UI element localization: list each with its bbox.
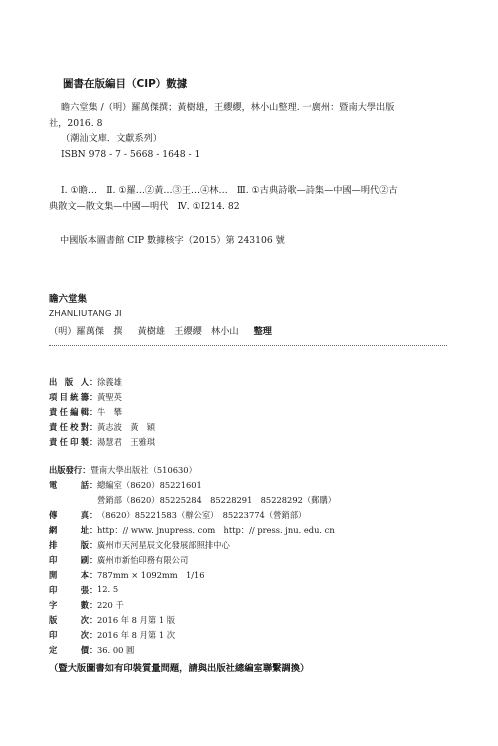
- publisher-label: 出版發行: [49, 465, 83, 475]
- cip-line: （潮汕文庫．文獻系列）: [61, 133, 163, 144]
- cip-line: 瞻六堂集 /（明）羅萬傑撰；黃樹雄，王纓纓，林小山整理. 一廣州：暨南大學出版: [61, 102, 395, 113]
- staff-row: 出 版 人 ： 徐義雄: [49, 377, 122, 387]
- staff-value: 黃聖英: [97, 392, 122, 402]
- detail-row: 印次 ： 2016 年 8 月第 1 次: [49, 630, 176, 640]
- detail-value: 總編室（8620）85221601: [97, 480, 202, 490]
- detail-row: 字數 ： 220 千: [49, 600, 124, 610]
- staff-label: 出 版 人: [49, 377, 89, 387]
- detail-value: 36. 00 圓: [97, 645, 135, 655]
- detail-value: 廣州市新怡印務有限公司: [97, 555, 189, 565]
- detail-value: 220 千: [97, 600, 124, 610]
- detail-row: [49, 494, 336, 506]
- staff-row: 責任印製 ： 湯慧君 王雅琪: [49, 437, 156, 447]
- detail-row: 版次 ： 2016 年 8 月第 1 版: [49, 615, 176, 625]
- staff-label: 責任校對: [49, 422, 89, 432]
- cip-line: 社，2016. 8: [49, 117, 103, 129]
- cip-record: [49, 100, 449, 162]
- detail-value: 營銷部（8620）85225284 85228291 85228292（郵購）: [97, 495, 337, 505]
- dotted-divider: [49, 345, 447, 346]
- detail-value: 2016 年 8 月第 1 次: [97, 630, 176, 640]
- book-authors: [49, 323, 272, 337]
- detail-label: [49, 494, 89, 506]
- staff-row: 責任編輯 ： 牛 攀: [49, 407, 122, 417]
- detail-label: 網址: [49, 525, 89, 535]
- detail-row: 傳真 ： （8620）85221583（辦公室） 85223774（營銷部）: [49, 510, 307, 520]
- detail-value: 2016 年 8 月第 1 版: [97, 615, 176, 625]
- detail-row: 印張 ： 12. 5: [49, 584, 119, 595]
- publisher-value: 暨南大學出版社（510630）: [90, 465, 197, 475]
- classification-line: 典散文—散文集—中國—明代 Ⅳ. ①I214. 82: [49, 200, 240, 212]
- cip-number-line: 中國版本圖書館 CIP 數據核字（2015）第 243106 號: [60, 235, 285, 246]
- staff-label: 責任印製: [49, 437, 89, 447]
- detail-label: 定價: [49, 645, 89, 655]
- detail-label: 印張: [49, 585, 89, 595]
- detail-value: http：// www. jnupress. com http：// press. jnu. edu. cn: [97, 525, 335, 535]
- staff-value: 湯慧君 王雅琪: [97, 437, 156, 447]
- detail-label: 字數: [49, 600, 89, 610]
- detail-value: （8620）85221583（辦公室） 85223774（營銷部）: [97, 510, 307, 520]
- quality-notice: （暨大版圖書如有印裝質量問題，請與出版社總編室聯繫調換）: [49, 663, 310, 674]
- detail-value: 廣州市天河星辰文化發展部照排中心: [97, 540, 230, 550]
- authors-suffix: 整理: [253, 326, 272, 337]
- detail-label: 排版: [49, 540, 89, 550]
- detail-label: 電話: [49, 480, 89, 490]
- staff-row: 項目統籌 ： 黃聖英: [49, 392, 122, 402]
- detail-label: 印次: [49, 630, 89, 640]
- detail-label: 開本: [49, 570, 89, 580]
- authors-editors: 黃樹雄 王纓纓 林小山: [137, 326, 239, 337]
- cip-heading: 圖書在版編目（CIP）數據: [63, 78, 188, 90]
- staff-value: 牛 攀: [97, 407, 122, 417]
- classification-line: Ⅰ. ①瞻… Ⅱ. ①羅…②黃…③王…④林… Ⅲ. ①古典詩歌—詩集—中國—明代②古: [61, 185, 398, 196]
- cip-line: ISBN 978 - 7 - 5668 - 1648 - 1: [61, 148, 201, 160]
- detail-label: 印刷: [49, 555, 89, 565]
- detail-row: 電話 ： 總編室（8620）85221601: [49, 480, 202, 490]
- detail-row: 排版 ： 廣州市天河星辰文化發展部照排中心: [49, 540, 230, 550]
- book-pinyin: ZHANLIUTANG JI: [49, 308, 122, 318]
- cip-classification: [49, 183, 449, 214]
- detail-row: 網址 ： http：// www. jnupress. com http：// press. jnu. edu. cn: [49, 525, 335, 535]
- detail-label: 傳真: [49, 510, 89, 520]
- staff-label: 項目統籌: [49, 392, 89, 402]
- authors-prefix: （明）羅萬傑 撰: [49, 326, 123, 337]
- detail-row: 定價 ： 36. 00 圓: [49, 645, 135, 655]
- book-title: 瞻六堂集: [49, 294, 88, 305]
- publisher-row: 出版發行 ： 暨南大學出版社（510630）: [49, 465, 197, 475]
- detail-value: 787mm × 1092mm 1/16: [97, 570, 205, 580]
- staff-row: 責任校對 ： 黃志波 黃 穎: [49, 422, 156, 432]
- detail-value: 12. 5: [97, 584, 119, 594]
- staff-label: 責任編輯: [49, 407, 89, 417]
- detail-row: 開本 ： 787mm × 1092mm 1/16: [49, 570, 205, 580]
- staff-value: 徐義雄: [97, 377, 122, 387]
- detail-label: 版次: [49, 615, 89, 625]
- staff-value: 黃志波 黃 穎: [97, 422, 156, 432]
- detail-row: 印刷 ： 廣州市新怡印務有限公司: [49, 555, 189, 565]
